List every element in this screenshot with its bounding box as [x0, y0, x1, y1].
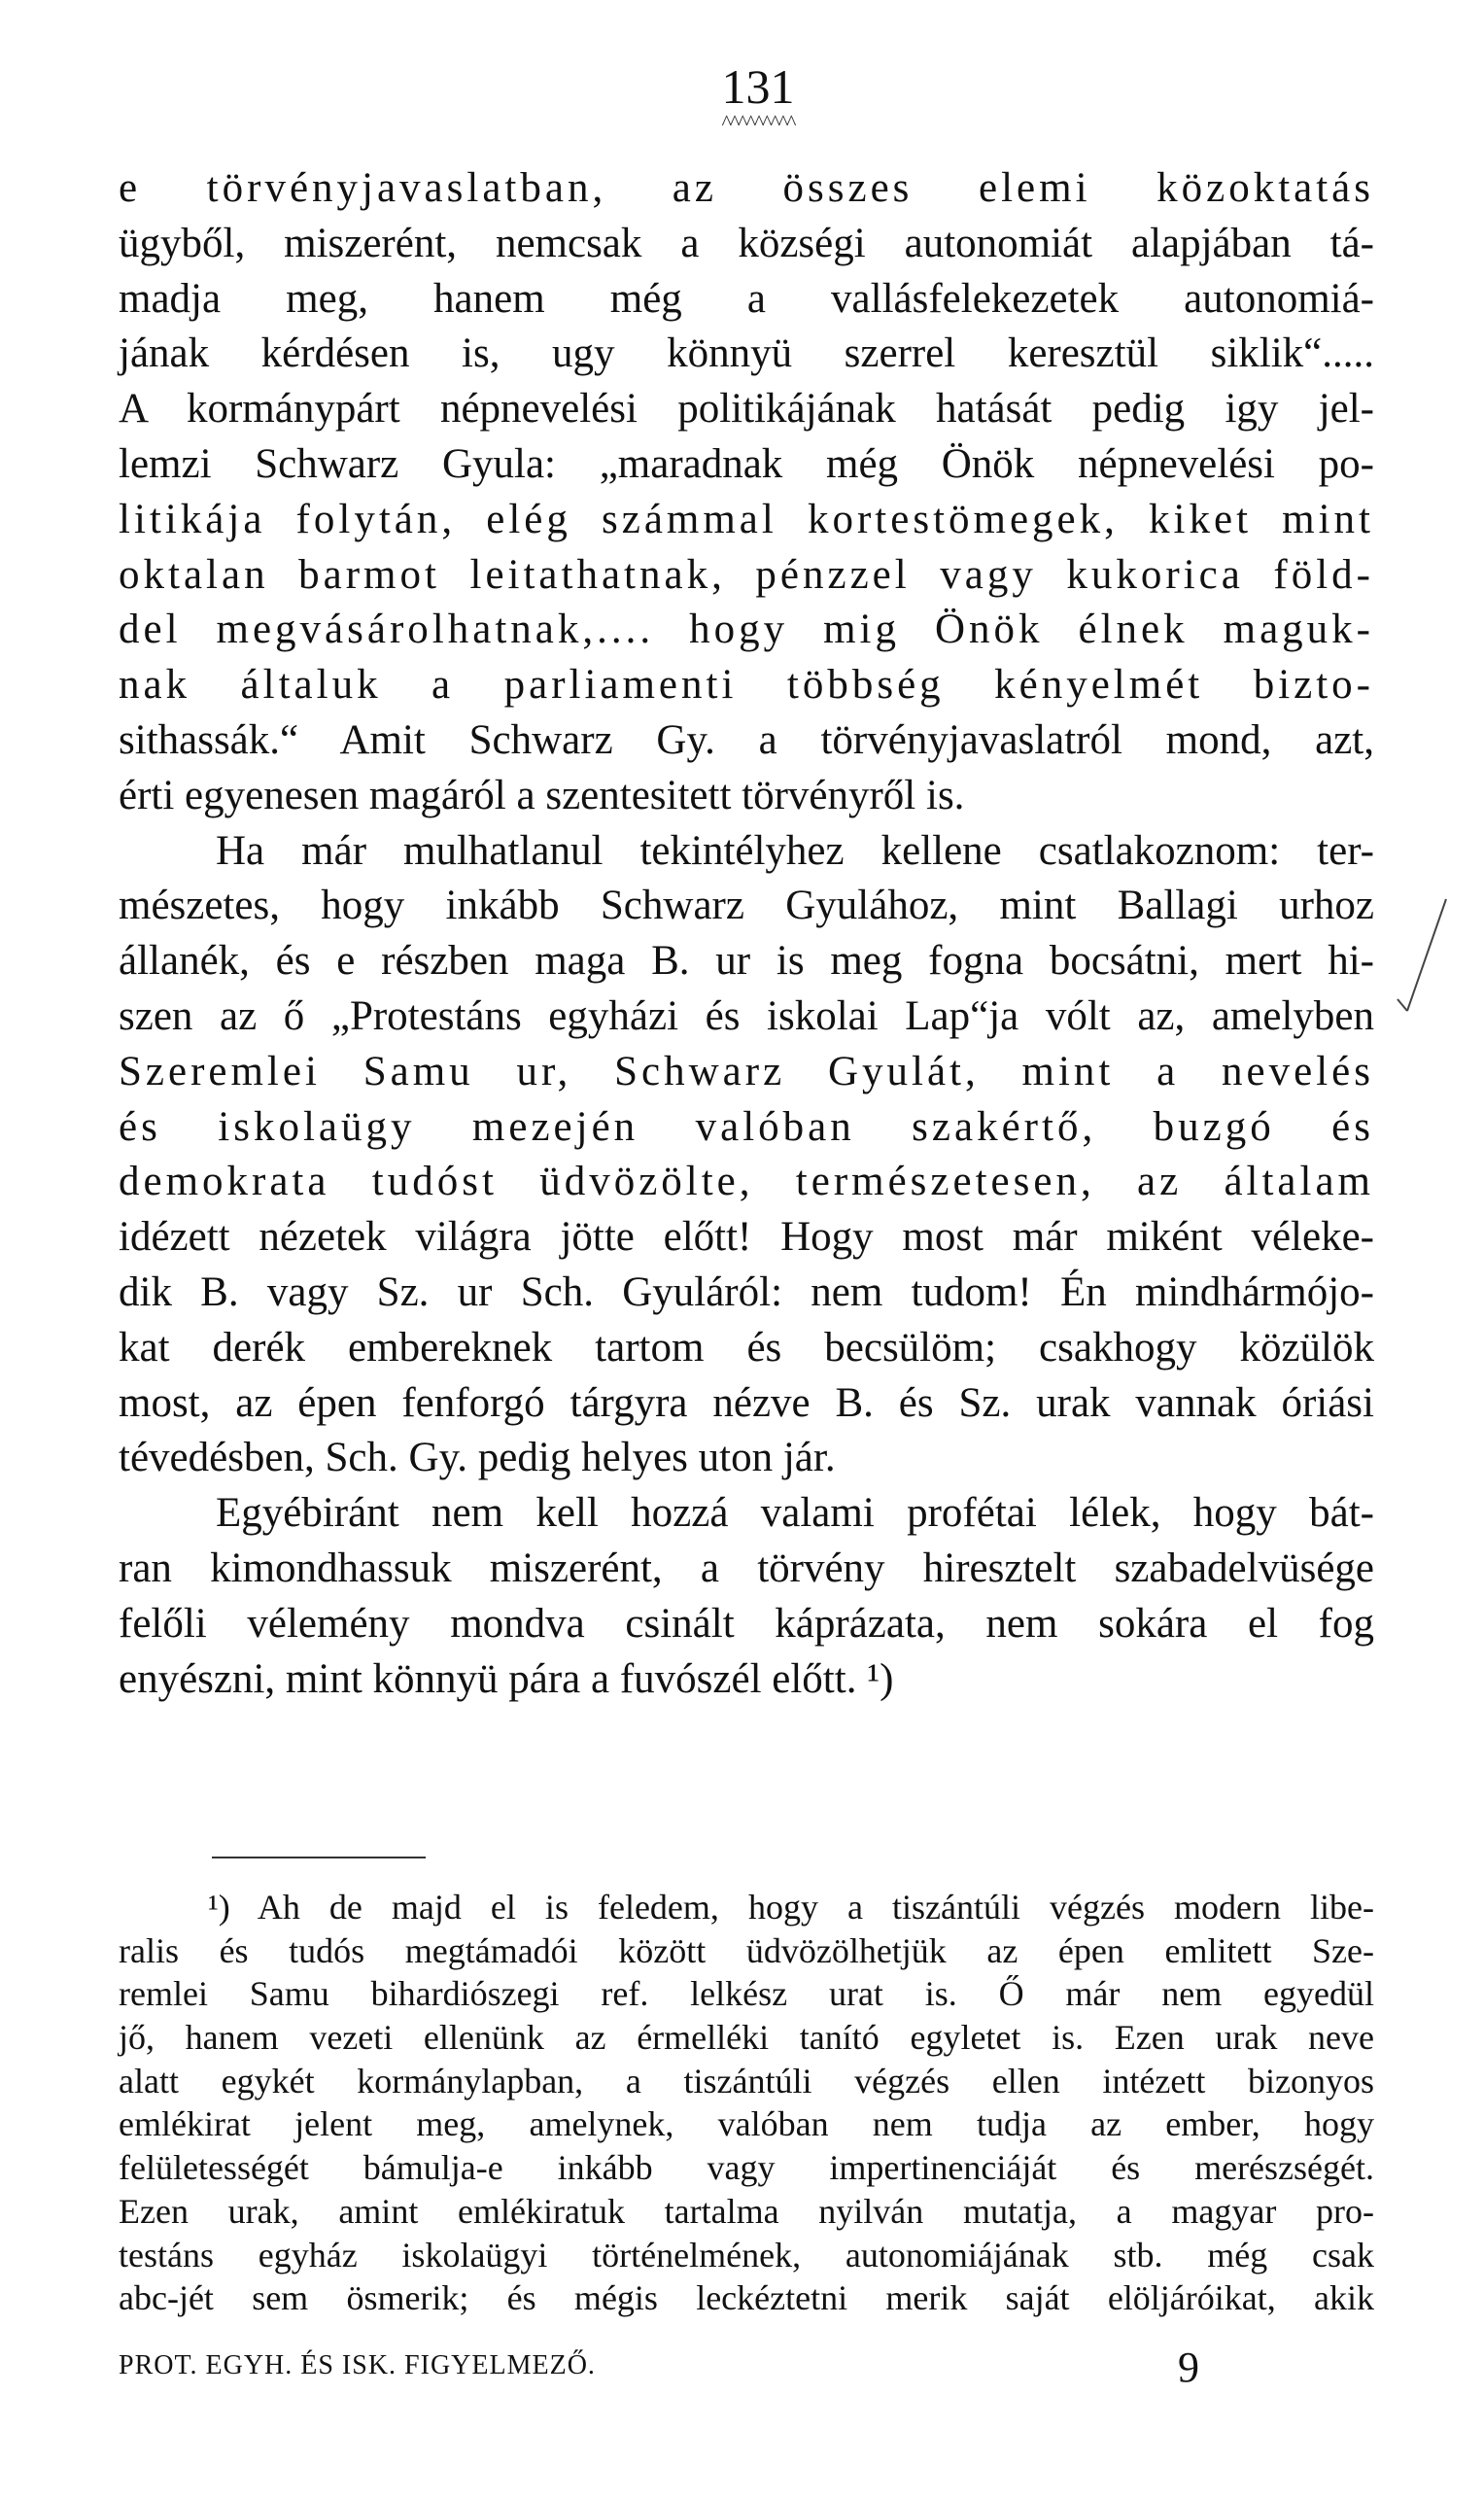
body-line: oktalan barmot leitathatnak, pénzzel vagy kukorica föld-: [119, 551, 1374, 598]
body-line: idézett nézetek világra jötte előtt! Hogy most már miként véleke-: [119, 1214, 1374, 1261]
main-text: [119, 161, 1374, 1707]
page-number: 131: [721, 59, 795, 114]
body-line: litikája folytán, elég számmal kortestömegek, kiket mint: [119, 496, 1374, 542]
footer-signature: PROT. EGYH. ÉS ISK. FIGYELMEZŐ.: [119, 2350, 596, 2380]
footnote-rule: [212, 1857, 426, 1858]
body-line: tévedésben, Sch. Gy. pedig helyes uton jár.: [119, 1435, 836, 1481]
footnote-line: abc-jét sem ösmerik; és mégis leckéztetni merik saját elöljáróikat, akik: [119, 2278, 1374, 2318]
body-line: mészetes, hogy inkább Schwarz Gyulához, mint Ballagi urhoz: [119, 883, 1374, 929]
footnote-line: felületességét bámulja-e inkább vagy impertinenciáját és merészségét.: [119, 2148, 1374, 2188]
footnote-line: testáns egyház iskolaügyi történelmének, autonomiájának stb. még csak: [119, 2235, 1374, 2274]
body-line: enyészni, mint könnyü pára a fuvószél előtt. ¹): [119, 1655, 894, 1702]
body-line: állanék, és e részben maga B. ur is meg fogna bocsátni, mert hi-: [119, 938, 1374, 985]
footnote-line: emlékirat jelent meg, amelynek, valóban nem tudja az ember, hogy: [119, 2104, 1374, 2144]
sheet-number: 9: [1178, 2344, 1199, 2391]
body-line: Szeremlei Samu ur, Schwarz Gyulát, mint a nevelés: [119, 1048, 1374, 1094]
header-ornament: ^^^^^^^^^: [721, 110, 795, 134]
body-line: madja meg, hanem még a vallásfelekezetek autonomiá-: [119, 275, 1374, 322]
body-line: és iskolaügy mezején valóban szakértő, buzgó és: [119, 1103, 1374, 1150]
body-line: Egyébiránt nem kell hozzá valami profétai lélek, hogy bát-: [216, 1490, 1374, 1537]
body-line: e törvényjavaslatban, az összes elemi közoktatás: [119, 165, 1374, 211]
body-line: sithassák.“ Amit Schwarz Gy. a törvényjavaslatról mond, azt,: [119, 716, 1374, 763]
body-line: A kormánypárt népnevelési politikájának hatását pedig igy jel-: [119, 386, 1374, 433]
body-line: érti egyenesen magáról a szentesitett törvényről is.: [119, 772, 965, 818]
page-footer: [119, 2343, 1374, 2391]
body-line: del megvásárolhatnak,.... hogy mig Önök élnek maguk-: [119, 607, 1374, 653]
footnote-line: alatt egykét kormánylapban, a tiszántúli végzés ellen intézett bizonyos: [119, 2061, 1374, 2101]
body-line: lemzi Schwarz Gyula: „maradnak még Önök népnevelési po-: [119, 440, 1374, 487]
body-line: demokrata tudóst üdvözölte, természetesen, az általam: [119, 1159, 1374, 1205]
body-line: jának kérdésen is, ugy könnyü szerrel keresztül siklik“.....: [119, 330, 1374, 377]
body-line: dik B. vagy Sz. ur Sch. Gyuláról: nem tudom! Én mindhármójo-: [119, 1268, 1374, 1315]
margin-pencil-mark: [1388, 894, 1466, 1030]
body-line: most, az épen fenforgó tárgyra nézve B. és Sz. urak vannak óriási: [119, 1379, 1374, 1426]
footnote-line: remlei Samu bihardiószegi ref. lelkész urat is. Ő már nem egyedül: [119, 1974, 1374, 2014]
body-line: nak általuk a parliamenti többség kényelmét bizto-: [119, 662, 1374, 709]
body-line: kat derék embereknek tartom és becsülöm; csakhogy közülök: [119, 1324, 1374, 1371]
footnote-line: ¹) Ah de majd el is feledem, hogy a tiszántúli végzés modern libe-: [208, 1888, 1374, 1927]
body-line: ran kimondhassuk miszerént, a törvény hiresztelt szabadelvüsége: [119, 1545, 1374, 1591]
body-line: ügyből, miszerént, nemcsak a községi autonomiát alapjában tá-: [119, 220, 1374, 266]
body-line: Ha már mulhatlanul tekintélyhez kellene csatlakoznom: ter-: [216, 827, 1374, 874]
footnote: [119, 1886, 1374, 2320]
footnote-line: jő, hanem vezeti ellenünk az érmelléki tanító egyletet is. Ezen urak neve: [119, 2018, 1374, 2058]
footnote-line: ralis és tudós megtámadói között üdvözölhetjük az épen emlitett Sze-: [119, 1930, 1374, 1970]
body-line: felőli vélemény mondva csinált káprázata, nem sokára el fog: [119, 1600, 1374, 1647]
footnote-line: Ezen urak, amint emlékiratuk tartalma nyilván mutatja, a magyar pro-: [119, 2191, 1374, 2231]
body-line: szen az ő „Protestáns egyházi és iskolai Lap“ja vólt az, amelyben: [119, 992, 1374, 1039]
